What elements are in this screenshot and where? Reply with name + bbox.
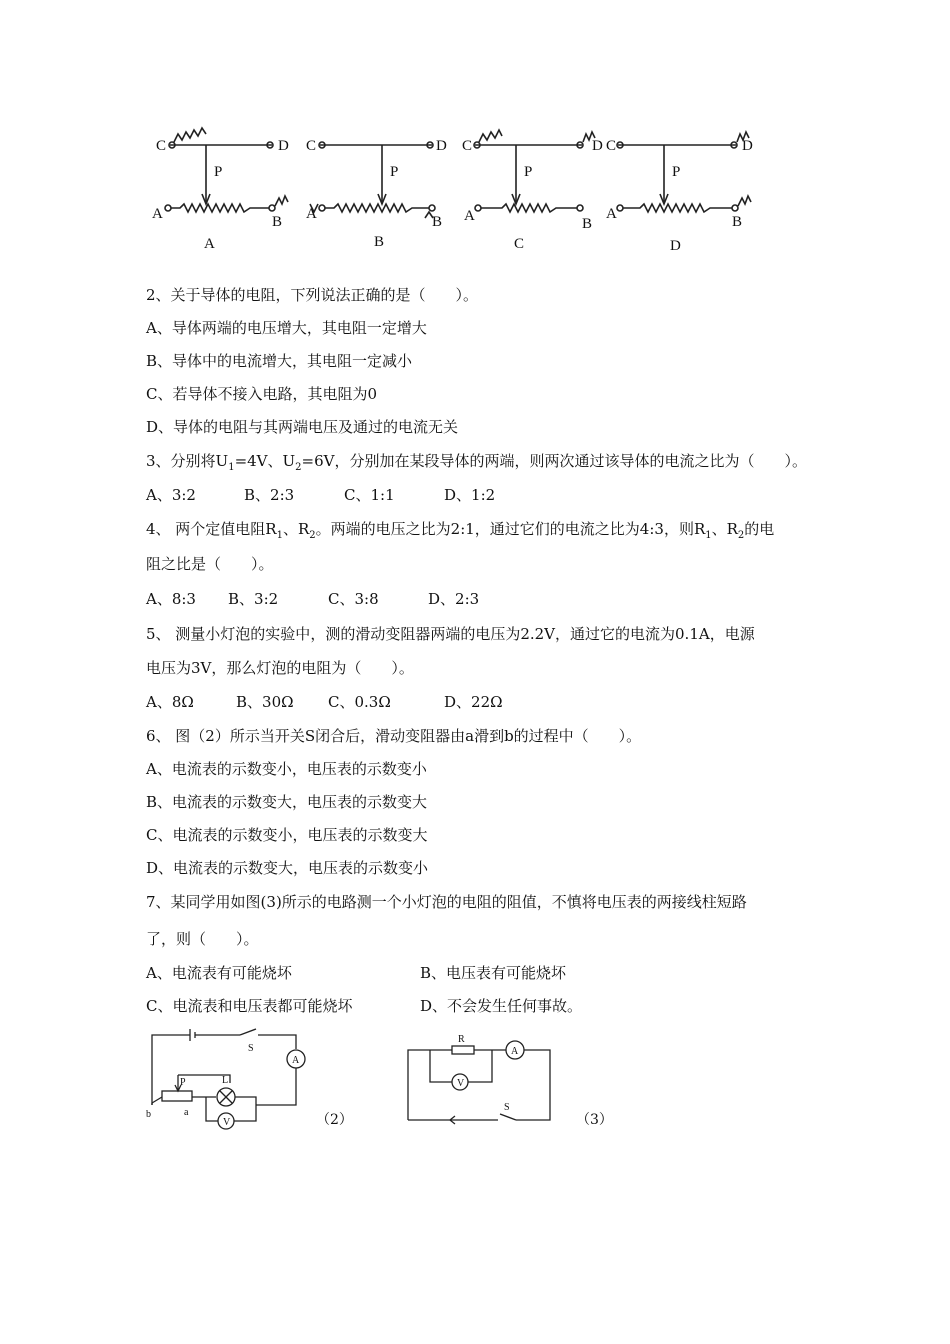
caption-b: B xyxy=(374,234,385,250)
label-b-c: B xyxy=(582,216,593,232)
q6-option-a: A、电流表的示数变小，电压表的示数变小 xyxy=(146,760,427,778)
caption-a: A xyxy=(204,236,215,252)
label-d-b: D xyxy=(436,138,447,154)
q6-option-d: D、电流表的示数变大，电压表的示数变小 xyxy=(146,859,429,877)
fig2-p-label: P xyxy=(180,1077,186,1088)
fig3-caption: （3） xyxy=(576,1112,613,1128)
q5-option-d: D、22Ω xyxy=(444,693,503,711)
q5-stem-line1: 5、 测量小灯泡的实验中，测的滑动变阻器两端的电压为2.2V，通过它的电流为0.1A，电源 xyxy=(146,625,755,643)
label-p-a: P xyxy=(214,164,223,180)
q2-stem: 2、关于导体的电阻，下列说法正确的是（ ）。 xyxy=(146,286,479,304)
q4-stem-part: 、R xyxy=(282,520,310,538)
fig2-a-label: a xyxy=(184,1107,189,1118)
caption-c: C xyxy=(514,236,525,252)
label-b-a: B xyxy=(272,214,283,230)
q4-stem-part: 4、 两个定值电阻R xyxy=(146,520,277,538)
q7-option-c: C、电流表和电压表都可能烧坏 xyxy=(146,997,353,1015)
q4-sub: 2 xyxy=(737,530,745,541)
q6-option-c: C、电流表的示数变小，电压表的示数变大 xyxy=(146,826,428,844)
label-a-d: A xyxy=(606,206,617,222)
q5-option-c: C、0.3Ω xyxy=(328,693,391,711)
q3-sub: 2 xyxy=(295,462,302,473)
label-p-c: P xyxy=(524,164,533,180)
q3-sub: 1 xyxy=(228,462,235,473)
fig3-v-meter-label: V xyxy=(457,1078,465,1089)
q3-option-d: D、1:2 xyxy=(444,486,496,504)
fig2-v-meter-label: V xyxy=(223,1117,231,1128)
q6-option-b: B、电流表的示数变大，电压表的示数变大 xyxy=(146,793,428,811)
fig3-s-label: S xyxy=(504,1102,510,1113)
label-c-c: C xyxy=(462,138,473,154)
q3-option-b: B、2:3 xyxy=(244,486,295,504)
fig3-r-label: R xyxy=(458,1034,465,1045)
label-p-d: P xyxy=(672,164,681,180)
q4-stem-part: 。两端的电压之比为2:1，通过它们的电流之比为4:3，则R xyxy=(315,520,706,538)
q5-option-a: A、8Ω xyxy=(146,693,194,711)
q3-stem xyxy=(146,451,807,478)
label-c-a: C xyxy=(156,138,167,154)
label-c-b: C xyxy=(306,138,317,154)
label-d-d: D xyxy=(742,138,753,154)
label-a-a: A xyxy=(152,206,163,222)
q2-option-b: B、导体中的电流增大，其电阻一定减小 xyxy=(146,352,413,370)
caption-d: D xyxy=(670,238,681,254)
q4-option-b: B、3:2 xyxy=(228,590,279,608)
fig3-a-meter-label: A xyxy=(511,1046,519,1057)
rheostat-figure xyxy=(140,120,780,260)
q4-sub: 1 xyxy=(705,530,712,541)
q4-stem-part: 、R xyxy=(711,520,738,538)
q3-stem-part: =6V，分别加在某段导体的两端，则两次通过该导体的电流之比为（ ）。 xyxy=(301,452,807,470)
fig2-caption: （2） xyxy=(316,1112,353,1128)
q4-stem-line1 xyxy=(146,519,774,546)
q4-stem-line2: 阻之比是（ ）。 xyxy=(146,555,274,573)
circuit-figure-3 xyxy=(400,1030,570,1130)
label-b-d: B xyxy=(732,214,743,230)
label-a-c: A xyxy=(464,208,475,224)
q4-stem-part: 的电 xyxy=(744,520,775,538)
q4-sub: 2 xyxy=(309,530,316,541)
fig2-b-label: b xyxy=(146,1109,151,1120)
q6-stem: 6、 图（2）所示当开关S闭合后，滑动变阻器由a滑到b的过程中（ ）。 xyxy=(146,727,642,745)
q5-stem-line2: 电压为3V，那么灯泡的电阻为（ ）。 xyxy=(146,659,414,677)
q4-sub: 1 xyxy=(276,530,283,541)
q4-option-d: D、2:3 xyxy=(428,590,480,608)
label-d-a: D xyxy=(278,138,289,154)
q2-option-c: C、若导体不接入电路，其电阻为0 xyxy=(146,385,378,403)
resistor-icon xyxy=(452,1046,474,1054)
label-a-b: A xyxy=(306,206,317,222)
q3-option-c: C、1:1 xyxy=(344,486,395,504)
label-d-c: D xyxy=(592,138,603,154)
q7-option-b: B、电压表有可能烧坏 xyxy=(420,964,567,982)
q3-stem-part: =4V、U xyxy=(234,452,296,470)
label-p-b: P xyxy=(390,164,399,180)
q4-option-a: A、8:3 xyxy=(146,590,196,608)
q3-stem-part: 3、分别将U xyxy=(146,452,229,470)
q5-option-b: B、30Ω xyxy=(236,693,294,711)
q7-option-d: D、不会发生任何事故。 xyxy=(420,997,583,1015)
q7-stem-line2: 了，则（ ）。 xyxy=(146,930,259,948)
fig2-a-meter-label: A xyxy=(292,1055,300,1066)
q2-option-a: A、导体两端的电压增大，其电阻一定增大 xyxy=(146,319,427,337)
q7-option-a: A、电流表有可能烧坏 xyxy=(146,964,292,982)
q4-option-c: C、3:8 xyxy=(328,590,379,608)
q2-option-d: D、导体的电阻与其两端电压及通过的电流无关 xyxy=(146,418,459,436)
q7-stem-line1: 7、某同学用如图(3)所示的电路测一个小灯泡的电阻的阻值，不慎将电压表的两接线柱短路 xyxy=(146,893,747,911)
label-c-d: C xyxy=(606,138,617,154)
q3-option-a: A、3:2 xyxy=(146,486,196,504)
fig2-l-label: L xyxy=(222,1075,229,1086)
label-b-b: B xyxy=(432,214,443,230)
fig2-s-label: S xyxy=(248,1043,254,1054)
